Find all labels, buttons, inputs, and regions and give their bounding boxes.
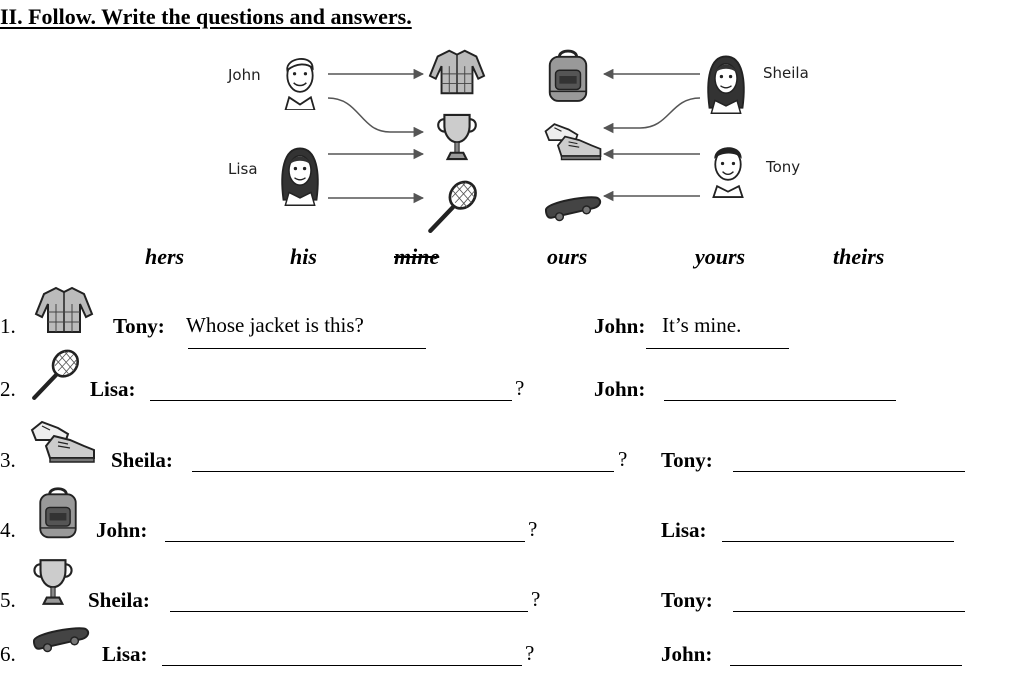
asker-name: Sheila: xyxy=(111,448,173,472)
asker-name: John: xyxy=(96,518,148,542)
answerer-name: John: xyxy=(594,377,646,401)
asker-name: Lisa: xyxy=(90,377,136,401)
trophy-icon xyxy=(32,556,74,608)
backpack-icon xyxy=(34,485,82,541)
sneakers-icon xyxy=(542,112,604,170)
label-john: John xyxy=(228,66,261,84)
question-mark: ? xyxy=(531,587,541,611)
item-number: 2. xyxy=(0,377,16,401)
arrow-sheila-sneakers xyxy=(604,98,700,128)
word-bank-item: theirs xyxy=(833,244,885,269)
word-bank-item: ours xyxy=(547,244,588,269)
label-lisa: Lisa xyxy=(228,160,258,178)
question-input-line[interactable] xyxy=(162,665,522,666)
question-mark: ? xyxy=(618,447,628,471)
answerer-name: John: xyxy=(661,642,713,666)
word-bank-item: his xyxy=(290,244,317,269)
answer-input-line[interactable] xyxy=(733,611,965,612)
word-bank-item-crossed: mine xyxy=(394,244,440,269)
jacket-icon xyxy=(34,284,94,334)
question-input-line[interactable] xyxy=(192,471,614,472)
skateboard-icon xyxy=(32,622,90,654)
question-mark: ? xyxy=(525,641,535,665)
answerer-name: Tony: xyxy=(661,448,713,472)
label-tony: Tony xyxy=(766,158,801,176)
example-answer: It’s mine. xyxy=(662,313,742,337)
sneakers-icon xyxy=(28,416,98,466)
trophy-icon xyxy=(436,108,478,166)
skateboard-icon xyxy=(544,184,602,230)
example-question: Whose jacket is this? xyxy=(186,313,364,337)
item-number: 4. xyxy=(0,518,16,542)
word-bank-item: yours xyxy=(695,244,746,269)
question-mark: ? xyxy=(515,376,525,400)
answer-input-line[interactable] xyxy=(722,541,954,542)
answer-input-line[interactable] xyxy=(730,665,962,666)
answerer-name: Tony: xyxy=(661,588,713,612)
answer-input-line[interactable] xyxy=(664,400,896,401)
item-number: 5. xyxy=(0,588,16,612)
word-bank-item: hers xyxy=(145,244,185,269)
item-number: 3. xyxy=(0,448,16,472)
lisa-face-icon xyxy=(278,142,322,208)
label-sheila: Sheila xyxy=(763,64,809,82)
asker-name: Tony: xyxy=(113,314,165,338)
sheila-face-icon xyxy=(704,50,748,116)
racket-icon xyxy=(426,178,480,234)
asker-name: Lisa: xyxy=(102,642,148,666)
item-number: 6. xyxy=(0,642,16,666)
question-input-line[interactable] xyxy=(150,400,512,401)
john-face-icon xyxy=(280,52,320,110)
jacket-icon xyxy=(428,44,486,98)
question-input-line[interactable] xyxy=(165,541,525,542)
answer-line xyxy=(188,348,426,349)
answerer-name: John: xyxy=(594,314,646,338)
backpack-icon xyxy=(544,46,592,106)
answer-line xyxy=(646,348,789,349)
answer-input-line[interactable] xyxy=(733,471,965,472)
question-input-line[interactable] xyxy=(170,611,528,612)
question-mark: ? xyxy=(528,517,538,541)
tony-face-icon xyxy=(708,138,748,198)
item-number: 1. xyxy=(0,314,16,338)
exercise-title: II. Follow. Write the questions and answers. xyxy=(0,4,412,29)
racket-icon xyxy=(30,348,82,400)
arrow-john-trophy xyxy=(328,98,423,132)
answerer-name: Lisa: xyxy=(661,518,707,542)
matching-picture xyxy=(220,40,820,240)
asker-name: Sheila: xyxy=(88,588,150,612)
